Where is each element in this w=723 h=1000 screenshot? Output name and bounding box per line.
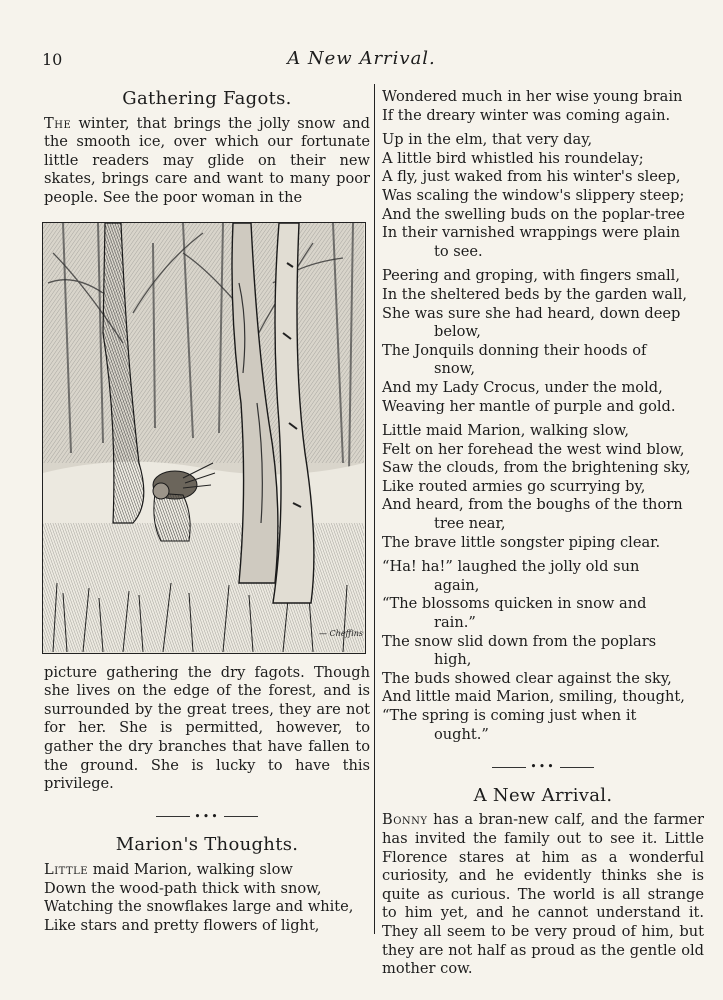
poem-line-tail: to see. (434, 242, 483, 260)
stanza-1 (382, 88, 704, 125)
poem-line: She was sure she had heard, down deep (382, 304, 681, 322)
stanza-3 (382, 267, 704, 416)
poem-line: Felt on her forehead the west wind blow, (382, 440, 685, 458)
section-divider: ••• (382, 758, 704, 777)
poem-line: Watching the snowflakes large and white, (44, 898, 354, 916)
stanza-5 (382, 558, 704, 744)
column-rule (374, 84, 375, 934)
engraving-svg (43, 223, 364, 652)
marion-first-line: maid Marion, walking slow (88, 860, 293, 878)
poem-line: The Jonquils donning their hoods of (382, 341, 647, 359)
gathering-title: Gathering Fagots. (122, 88, 292, 109)
poem-line: A little bird whistled his roundelay; (382, 149, 644, 167)
poem-line-tail: rain.” (434, 614, 476, 632)
poem-line-tail: ought.” (434, 725, 489, 743)
arrival-title: A New Arrival. (473, 784, 613, 806)
gathering-intro-text: winter, that brings the jolly snow and the smooth ice, over which our fortunate little readers may glide on their new skates, brings care and want to many poor people. See the poor woman in the (44, 114, 370, 206)
poem-line: And heard, from the boughs of the thorn (382, 496, 683, 514)
poem-line-tail: tree near, (434, 515, 506, 533)
poem-line: Down the wood-path thick with snow, (44, 879, 322, 897)
poem-line: The brave little songster piping clear. (382, 533, 661, 551)
arrival-body: has a bran-new calf, and the farmer has invited the family out to see it. Little Florence stares at him as a wonderful curiosity, and he evidently thinks she is quite as curious. The world is all strange to him yet, and he cannot understand it. They all seem to be very proud of him, but they are not half as proud as the gentle old mother cow. (382, 811, 704, 978)
poem-line: In the sheltered beds by the garden wall, (382, 285, 688, 303)
page-number: 10 (42, 50, 63, 69)
poem-line: Peering and groping, with fingers small, (382, 267, 680, 285)
marion-lead: Little (44, 860, 89, 878)
marion-poem-start (44, 861, 370, 935)
right-column (382, 88, 704, 979)
gathering-lead: The (44, 114, 72, 132)
poem-line-tail: below, (434, 323, 481, 341)
poem-line: And my Lady Crocus, under the mold, (382, 378, 663, 396)
poem-line: “The blossoms quicken in snow and (382, 595, 647, 613)
section-divider: ••• (44, 808, 370, 827)
poem-line: Was scaling the window's slippery steep; (382, 186, 685, 204)
poem-line: And little maid Marion, smiling, thought, (382, 688, 685, 706)
poem-line: Wondered much in her wise young brain (382, 88, 683, 105)
poem-line-tail: snow, (434, 360, 476, 378)
poem-line: Saw the clouds, from the brightening sky, (382, 459, 691, 477)
marion-title: Marion's Thoughts. (115, 834, 299, 856)
arrival-lead: Bonny (382, 811, 428, 829)
marion-poem-cont (382, 88, 704, 744)
illustration-signature: — Cheffins (319, 628, 364, 638)
gathering-intro (44, 115, 370, 208)
poem-line: Little maid Marion, walking slow, (382, 422, 630, 440)
poem-line-tail: high, (434, 651, 472, 669)
left-column (44, 88, 370, 935)
arrival-text (382, 811, 704, 978)
stanza-4 (382, 422, 704, 552)
forest-illustration (42, 222, 366, 654)
stanza-2 (382, 131, 704, 261)
poem-line: Up in the elm, that very day, (382, 131, 593, 149)
gathering-after: picture gathering the dry fagots. Though she lives on the edge of the forest, and is surrounded by the great trees, they are not for her. She is permitted, however, to gather the dry branches that have fallen to the ground. She is lucky to have this privilege. (44, 663, 370, 793)
poem-line: And the swelling buds on the poplar-tree (382, 205, 685, 223)
poem-line: Like routed armies go scurrying by, (382, 477, 646, 495)
poem-line: The buds showed clear against the sky, (382, 669, 672, 687)
poem-line: In their varnished wrappings were plain (382, 224, 681, 242)
poem-line: If the dreary winter was coming again. (382, 106, 671, 124)
poem-line-tail: again, (434, 576, 480, 594)
running-title: A New Arrival. (287, 48, 436, 69)
poem-line: A fly, just waked from his winter's sleep, (382, 168, 681, 186)
poem-line: “The spring is coming just when it (382, 707, 637, 724)
poem-line: “Ha! ha!” laughed the jolly old sun (382, 558, 640, 576)
poem-line: Like stars and pretty flowers of light, (44, 916, 320, 934)
poem-line: The snow slid down from the poplars (382, 632, 657, 650)
poem-line: Weaving her mantle of purple and gold. (382, 397, 676, 415)
